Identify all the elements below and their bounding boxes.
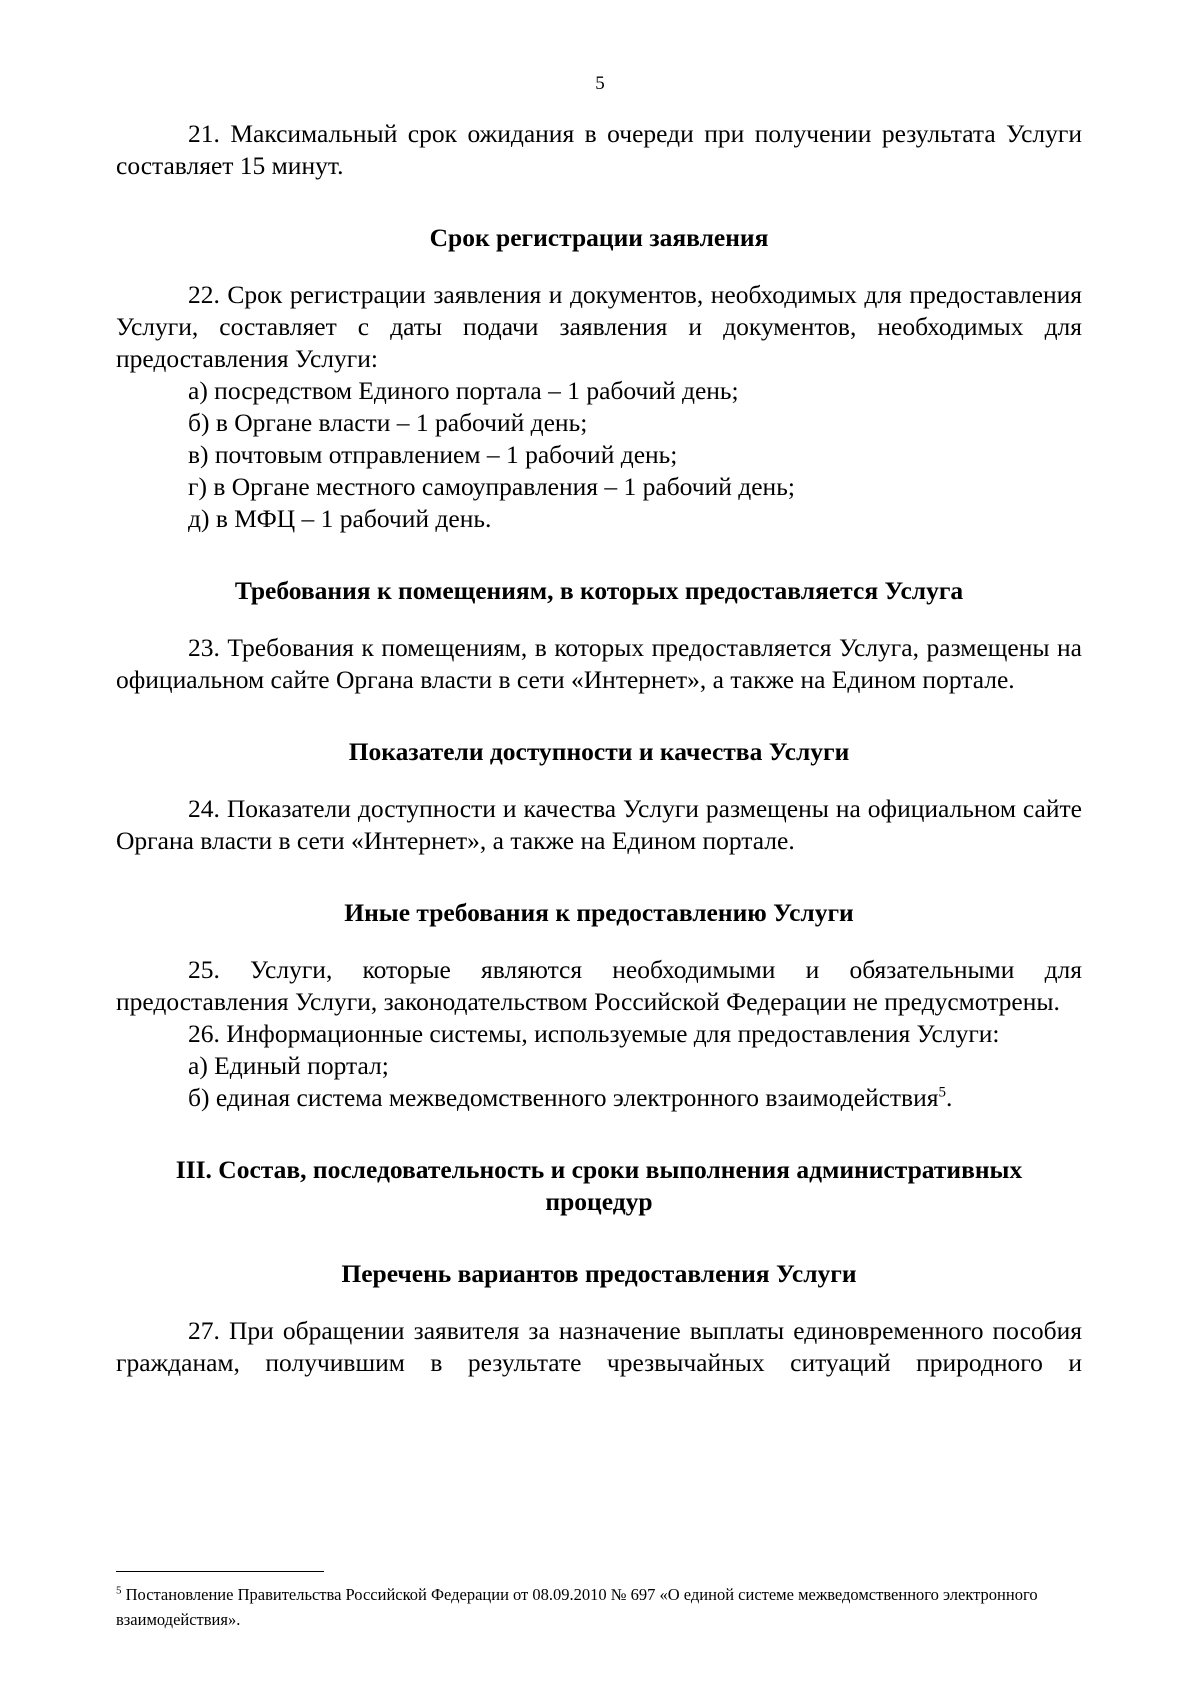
paragraph-24: 24. Показатели доступности и качества Услуги размещены на официальном сайте Органа власти в сети «Интернет», а также на Едином портале.	[116, 794, 1082, 855]
footnote-divider	[116, 1571, 324, 1572]
footnote-reference[interactable]: 5	[938, 1084, 946, 1101]
page-number: 5	[595, 73, 605, 94]
heading-quality-indicators: Показатели доступности и качества Услуги	[348, 737, 850, 766]
list-item-end: .	[945, 1083, 953, 1112]
paragraph-27-line-2: гражданам, получившим в результате чрезвычайных ситуаций природного и	[116, 1348, 1082, 1377]
heading-service-variants: Перечень вариантов предоставления Услуги	[341, 1259, 857, 1288]
list-item: д) в МФЦ – 1 рабочий день.	[188, 504, 492, 533]
paragraph-25: 25. Услуги, которые являются необходимыми и обязательными для предоставления Услуги, законодательством Российской Федерации не предусмотрены.	[116, 955, 1082, 1016]
paragraph-22: 22. Срок регистрации заявления и документов, необходимых для предоставления Услуги, составляет с даты подачи заявления и документов, необходимых для предоставления Услуги:	[116, 280, 1082, 373]
heading-registration-term: Срок регистрации заявления	[429, 223, 769, 252]
paragraph-23: 23. Требования к помещениям, в которых предоставляется Услуга, размещены на официальном сайте Органа власти в сети «Интернет», а также на Едином портале.	[116, 633, 1082, 694]
footnotes	[116, 1582, 1082, 1632]
heading-section-3-line-2: процедур	[545, 1187, 653, 1216]
list-item: в) почтовым отправлением – 1 рабочий день;	[188, 440, 678, 469]
paragraph-27-line-1: 27. При обращении заявителя за назначение выплаты единовременного пособия	[188, 1316, 1082, 1345]
list-item	[116, 1082, 1082, 1114]
paragraph-26: 26. Информационные системы, используемые для предоставления Услуги:	[188, 1019, 1000, 1048]
list-item: б) в Органе власти – 1 рабочий день;	[188, 408, 588, 437]
footnote-text: Постановление Правительства Российской Федерации от 08.09.2010 № 697 «О единой системе межведомственного электронного взаимодействия».	[116, 1585, 1038, 1629]
list-item-text: б) единая система межведомственного электронного взаимодействия	[188, 1083, 939, 1112]
paragraph-21: 21. Максимальный срок ожидания в очереди при получении результата Услуги составляет 15 минут.	[116, 119, 1082, 180]
list-item: а) Единый портал;	[188, 1051, 389, 1080]
footnote-marker: 5	[116, 1584, 122, 1597]
list-item: а) посредством Единого портала – 1 рабочий день;	[188, 376, 739, 405]
document-body	[116, 118, 1082, 1379]
list-item: г) в Органе местного самоуправления – 1 рабочий день;	[188, 472, 795, 501]
heading-premises-requirements: Требования к помещениям, в которых предоставляется Услуга	[234, 576, 964, 605]
heading-section-3-line-1: III. Состав, последовательность и сроки выполнения административных	[175, 1155, 1023, 1184]
footnote-5	[116, 1582, 1082, 1632]
heading-other-requirements: Иные требования к предоставлению Услуги	[344, 898, 854, 927]
